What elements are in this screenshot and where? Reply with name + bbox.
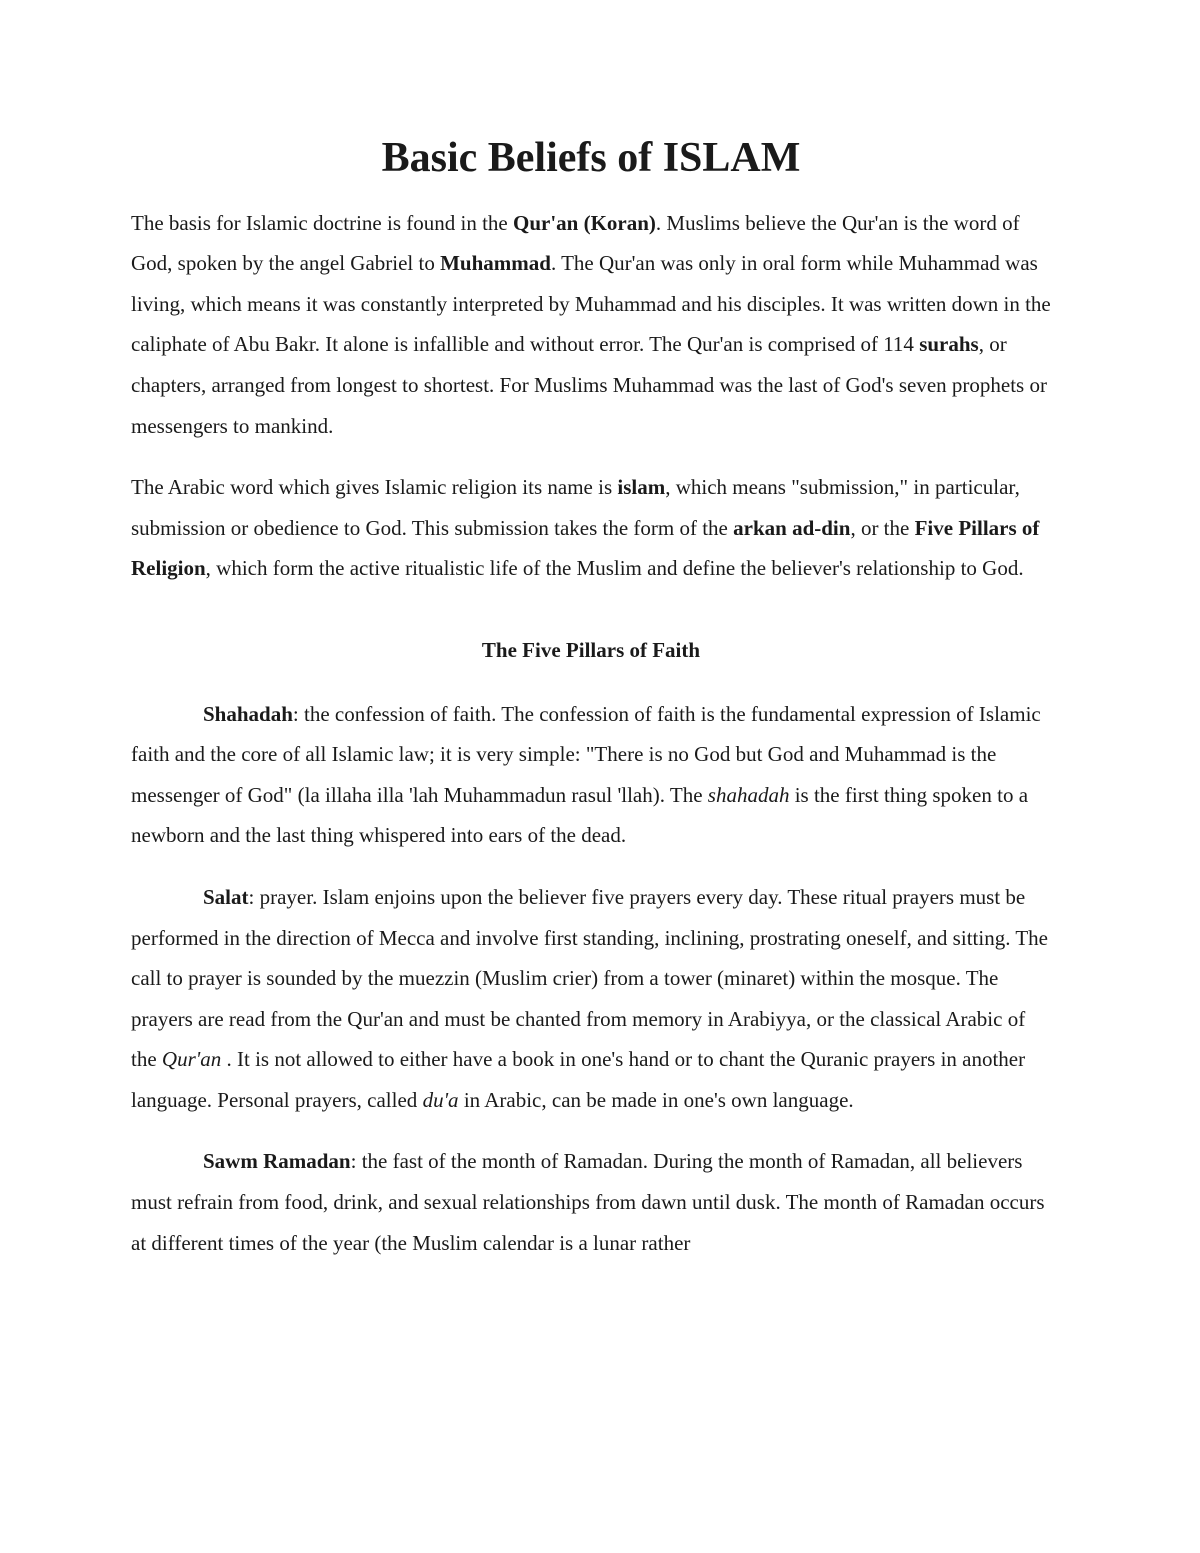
bold-term-arkan-ad-din: arkan ad-din [733,515,851,540]
text-run: . It is not allowed to either have a book in one's hand or to chant the Quranic prayers in another language. Personal prayers, called [131,1047,1026,1112]
text-run: The Arabic word which gives Islamic religion its name is [131,475,618,500]
text-run: , or chapters, arranged from longest to shortest. For Muslims Muhammad was the last of God's seven prophets or messengers to mankind. [131,332,1047,438]
text-run: . Muslims believe the Qur'an is the word of God, spoken by the angel Gabriel to [131,210,1020,276]
italic-term-quran: Qur'an [161,1047,222,1072]
bold-term-muhammad: Muhammad [440,251,551,276]
pillar-shahadah-paragraph [131,694,1051,856]
text-run: in Arabic, can be made in one's own language. [458,1087,854,1112]
pillar-salat-paragraph [131,877,1051,1121]
section-title: The Five Pillars of Faith [481,637,701,662]
text-run: : prayer. Islam enjoins upon the believer five prayers every day. These ritual prayers must be performed in the direction of Mecca and involve first standing, inclining, prostrating oneself, and sitting. The call to prayer is sounded by the muezzin (Muslim crier) from a tower (minaret) within the mosque. The prayers are read from the Qur'an and must be chanted from memory in Arabiyya, or the classical Arabic of the [131,884,1048,1072]
italic-term-shahadah: shahadah [707,782,790,807]
pillar-sawm-paragraph [131,1141,1051,1263]
text-run: . The Qur'an was only in oral form while Muhammad was living, which means it was constantly interpreted by Muhammad and his disciples. It was written down in the caliphate of Abu Bakr. It alone is infallible and without error. The Qur'an is comprised of 114 [131,251,1051,357]
bold-term-five-pillars: Five Pillars of Religion [131,515,1040,581]
text-run: , which form the active ritualistic life of the Muslim and define the believer's relationship to God. [205,556,1024,581]
text-run: The basis for Islamic doctrine is found in the [131,210,513,235]
italic-term-dua: du'a [422,1087,459,1112]
text-run: : the fast of the month of Ramadan. During the month of Ramadan, all believers must refrain from food, drink, and sexual relationships from dawn until dusk. The month of Ramadan occurs at different times of the year (the Muslim calendar is a lunar rather [131,1149,1045,1255]
pillar-term-shahadah: Shahadah [203,701,293,726]
pillar-term-sawm-ramadan: Sawm Ramadan [203,1149,351,1174]
bold-term-surahs: surahs [919,332,979,357]
text-run: is the first thing spoken to a newborn and the last thing whispered into ears of the dead. [131,782,1029,848]
pillar-term-salat: Salat [203,884,249,909]
text-run: , which means "submission," in particular, submission or obedience to God. This submission takes the form of the [131,475,1020,540]
intro-paragraph-1 [131,203,1051,447]
bold-term-islam: islam [617,475,666,500]
text-run: , or the [850,515,915,540]
document-title: Basic Beliefs of ISLAM [381,135,801,181]
intro-paragraph-2 [131,467,1051,589]
document-page [131,135,1051,1263]
text-run: : the confession of faith. The confession of faith is the fundamental expression of Islamic faith and the core of all Islamic law; it is very simple: "There is no God but God and Muhammad is the messenger of God" (la illaha illa 'lah Muhammadun rasul 'llah). The [131,701,1041,807]
bold-term-quran: Qur'an (Koran) [513,210,656,235]
